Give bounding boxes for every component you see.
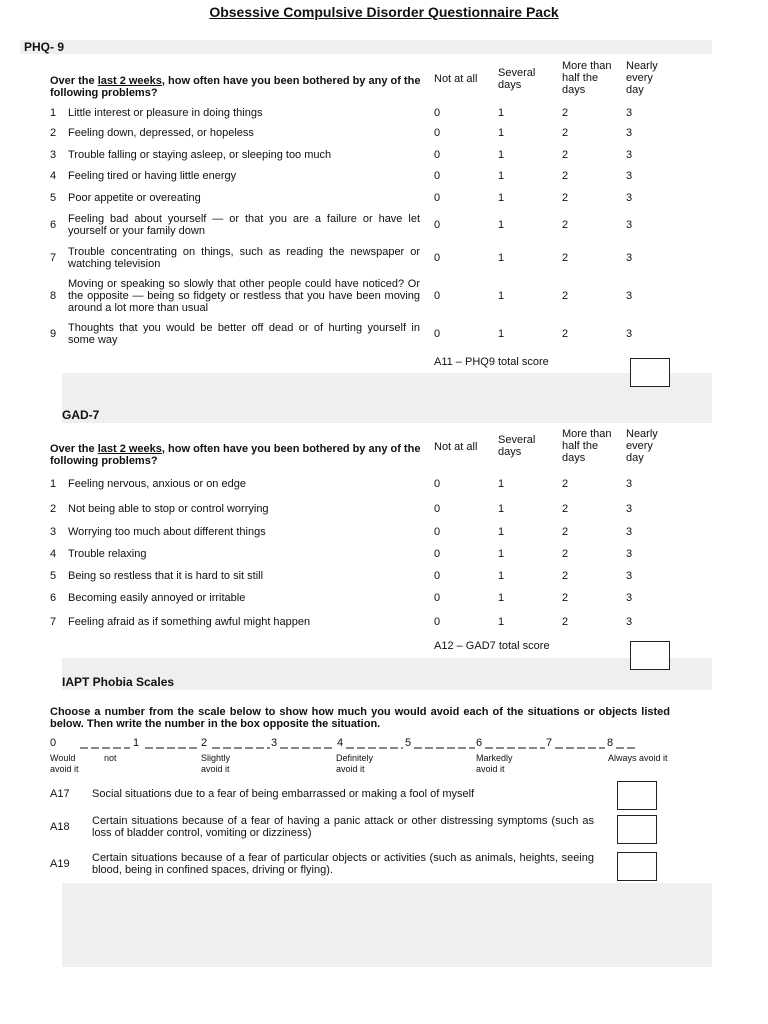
a18-answer-box[interactable]	[617, 815, 657, 844]
item-number: 9	[50, 328, 57, 340]
option-1[interactable]: 1	[498, 170, 505, 182]
item-number: 6	[50, 219, 57, 231]
option-1[interactable]: 1	[498, 592, 505, 604]
option-3[interactable]: 3	[626, 219, 633, 231]
scale-label-would-avoid: Would avoid it	[50, 753, 79, 774]
option-2[interactable]: 2	[562, 219, 569, 231]
option-3[interactable]: 3	[626, 149, 633, 161]
option-0[interactable]: 0	[434, 328, 441, 340]
option-3[interactable]: 3	[626, 503, 633, 515]
scale-number-0: 0	[50, 737, 57, 749]
item-code: A19	[50, 858, 70, 870]
item-number: 4	[50, 548, 57, 560]
item-number: 2	[50, 503, 57, 515]
item-text: Trouble falling or staying asleep, or sleeping too much	[68, 149, 332, 161]
item-number: 1	[50, 478, 57, 490]
phobia-footer-band	[62, 883, 712, 967]
item-text: Social situations due to a fear of being embarrassed or making a fool of myself	[92, 788, 475, 800]
gad7-col-nearly-every-day: Nearly every day	[626, 428, 658, 464]
a19-answer-box[interactable]	[617, 852, 657, 881]
option-3[interactable]: 3	[626, 570, 633, 582]
phq9-col-nearly-every-day: Nearly every day	[626, 60, 658, 96]
option-2[interactable]: 2	[562, 570, 569, 582]
item-code: A17	[50, 788, 70, 800]
option-2[interactable]: 2	[562, 127, 569, 139]
option-1[interactable]: 1	[498, 149, 505, 161]
gad7-col-more-than-half: More than half the days	[562, 428, 612, 464]
option-0[interactable]: 0	[434, 192, 441, 204]
item-text: Feeling nervous, anxious or on edge	[68, 478, 246, 490]
option-0[interactable]: 0	[434, 592, 441, 604]
item-text: Little interest or pleasure in doing things	[68, 107, 263, 119]
phq9-col-several-days: Several days	[498, 67, 536, 91]
option-1[interactable]: 1	[498, 328, 505, 340]
option-3[interactable]: 3	[626, 252, 633, 264]
option-1[interactable]: 1	[498, 219, 505, 231]
option-0[interactable]: 0	[434, 548, 441, 560]
option-3[interactable]: 3	[626, 616, 633, 628]
gad7-col-several-days: Several days	[498, 434, 536, 458]
gad7-total-score-box[interactable]	[630, 641, 670, 670]
gad7-total-label: A12 – GAD7 total score	[434, 640, 550, 652]
scale-label-always: Always avoid it	[608, 753, 668, 763]
option-2[interactable]: 2	[562, 592, 569, 604]
document-title: Obsessive Compulsive Disorder Questionnaire Pack	[209, 4, 559, 20]
option-1[interactable]: 1	[498, 478, 505, 490]
gad7-section-label: GAD-7	[62, 408, 100, 422]
phq9-footer-band	[62, 373, 712, 423]
option-0[interactable]: 0	[434, 127, 441, 139]
scale-number-8: 8	[607, 737, 614, 749]
item-number: 8	[50, 290, 57, 302]
option-2[interactable]: 2	[562, 192, 569, 204]
item-number: 1	[50, 107, 57, 119]
option-1[interactable]: 1	[498, 192, 505, 204]
item-code: A18	[50, 821, 70, 833]
item-number: 3	[50, 149, 57, 161]
item-number: 7	[50, 616, 57, 628]
item-text: Feeling down, depressed, or hopeless	[68, 127, 254, 139]
option-3[interactable]: 3	[626, 478, 633, 490]
option-0[interactable]: 0	[434, 290, 441, 302]
phq9-col-more-than-half: More than half the days	[562, 60, 612, 96]
item-text: Certain situations because of a fear of having a panic attack or other distressing symptoms (such as loss of bladder control, vomiting or dizziness)	[92, 815, 594, 839]
option-1[interactable]: 1	[498, 570, 505, 582]
phobia-section-label: IAPT Phobia Scales	[62, 675, 175, 689]
item-text: Not being able to stop or control worrying	[68, 503, 269, 515]
gad7-col-not-at-all: Not at all	[434, 441, 478, 453]
phq9-header-band	[20, 40, 712, 54]
option-0[interactable]: 0	[434, 616, 441, 628]
option-1[interactable]: 1	[498, 127, 505, 139]
option-3[interactable]: 3	[626, 592, 633, 604]
scale-number-5: 5	[405, 737, 412, 749]
option-3[interactable]: 3	[626, 127, 633, 139]
option-2[interactable]: 2	[562, 548, 569, 560]
item-text: Thoughts that you would be better off dead or of hurting yourself in some way	[68, 322, 420, 346]
item-text: Trouble concentrating on things, such as reading the newspaper or watching television	[68, 246, 420, 270]
item-text: Trouble relaxing	[68, 548, 147, 560]
option-0[interactable]: 0	[434, 478, 441, 490]
option-1[interactable]: 1	[498, 252, 505, 264]
option-3[interactable]: 3	[626, 290, 633, 302]
option-0[interactable]: 0	[434, 149, 441, 161]
phq9-intro: Over the last 2 weeks, how often have you been bothered by any of the following problems?	[50, 75, 421, 99]
item-text: Feeling afraid as if something awful might happen	[68, 616, 311, 628]
option-0[interactable]: 0	[434, 170, 441, 182]
scale-label-slightly: Slightly avoid it	[201, 753, 231, 774]
option-2[interactable]: 2	[562, 503, 569, 515]
item-number: 5	[50, 570, 57, 582]
item-text: Certain situations because of a fear of particular objects or activities (such as animals, heights, seeing blood, being in confined spaces, driving or flying).	[92, 852, 594, 876]
option-3[interactable]: 3	[626, 192, 633, 204]
phq9-total-score-box[interactable]	[630, 358, 670, 387]
option-1[interactable]: 1	[498, 290, 505, 302]
phq9-section-label: PHQ- 9	[24, 40, 65, 54]
scale-number-1: 1	[133, 737, 140, 749]
option-3[interactable]: 3	[626, 328, 633, 340]
item-number: 2	[50, 127, 57, 139]
scale-number-3: 3	[271, 737, 278, 749]
item-text: Feeling tired or having little energy	[68, 170, 237, 182]
option-2[interactable]: 2	[562, 107, 569, 119]
option-0[interactable]: 0	[434, 526, 441, 538]
option-2[interactable]: 2	[562, 149, 569, 161]
item-text: Poor appetite or overeating	[68, 192, 201, 204]
option-2[interactable]: 2	[562, 616, 569, 628]
option-2[interactable]: 2	[562, 252, 569, 264]
item-text: Being so restless that it is hard to sit still	[68, 570, 264, 582]
option-0[interactable]: 0	[434, 219, 441, 231]
gad7-intro: Over the last 2 weeks, how often have you been bothered by any of the following problems?	[50, 443, 421, 467]
option-3[interactable]: 3	[626, 526, 633, 538]
option-2[interactable]: 2	[562, 526, 569, 538]
phobia-instructions: Choose a number from the scale below to show how much you would avoid each of the situations or objects listed below. Then write the number in the box opposite the situation.	[50, 706, 670, 730]
scale-number-6: 6	[476, 737, 483, 749]
item-number: 5	[50, 192, 57, 204]
option-1[interactable]: 1	[498, 616, 505, 628]
item-text: Worrying too much about different things	[68, 526, 266, 538]
item-number: 6	[50, 592, 57, 604]
scale-label-definitely: Definitely avoid it	[336, 753, 374, 774]
option-0[interactable]: 0	[434, 107, 441, 119]
item-number: 4	[50, 170, 57, 182]
scale-number-7: 7	[546, 737, 553, 749]
item-text: Becoming easily annoyed or irritable	[68, 592, 246, 604]
phq9-col-not-at-all: Not at all	[434, 73, 478, 85]
option-3[interactable]: 3	[626, 170, 633, 182]
item-text: Moving or speaking so slowly that other people could have noticed? Or the opposite — being so fidgety or restless that you have been moving around a lot more than usual	[68, 278, 420, 314]
option-3[interactable]: 3	[626, 107, 633, 119]
option-2[interactable]: 2	[562, 478, 569, 490]
option-1[interactable]: 1	[498, 526, 505, 538]
option-1[interactable]: 1	[498, 107, 505, 119]
option-2[interactable]: 2	[562, 290, 569, 302]
phq9-total-label: A11 – PHQ9 total score	[434, 356, 549, 368]
option-0[interactable]: 0	[434, 503, 441, 515]
scale-number-2: 2	[201, 737, 208, 749]
scale-label-not: not	[104, 753, 117, 763]
item-text: Feeling bad about yourself — or that you are a failure or have let yourself or your family down	[68, 213, 420, 237]
option-0[interactable]: 0	[434, 252, 441, 264]
option-1[interactable]: 1	[498, 503, 505, 515]
a17-answer-box[interactable]	[617, 781, 657, 810]
phobia-scale	[50, 737, 640, 751]
option-2[interactable]: 2	[562, 170, 569, 182]
option-1[interactable]: 1	[498, 548, 505, 560]
scale-label-markedly: Markedly avoid it	[476, 753, 513, 774]
item-number: 3	[50, 526, 57, 538]
option-0[interactable]: 0	[434, 570, 441, 582]
option-3[interactable]: 3	[626, 548, 633, 560]
item-number: 7	[50, 252, 57, 264]
option-2[interactable]: 2	[562, 328, 569, 340]
scale-number-4: 4	[337, 737, 344, 749]
